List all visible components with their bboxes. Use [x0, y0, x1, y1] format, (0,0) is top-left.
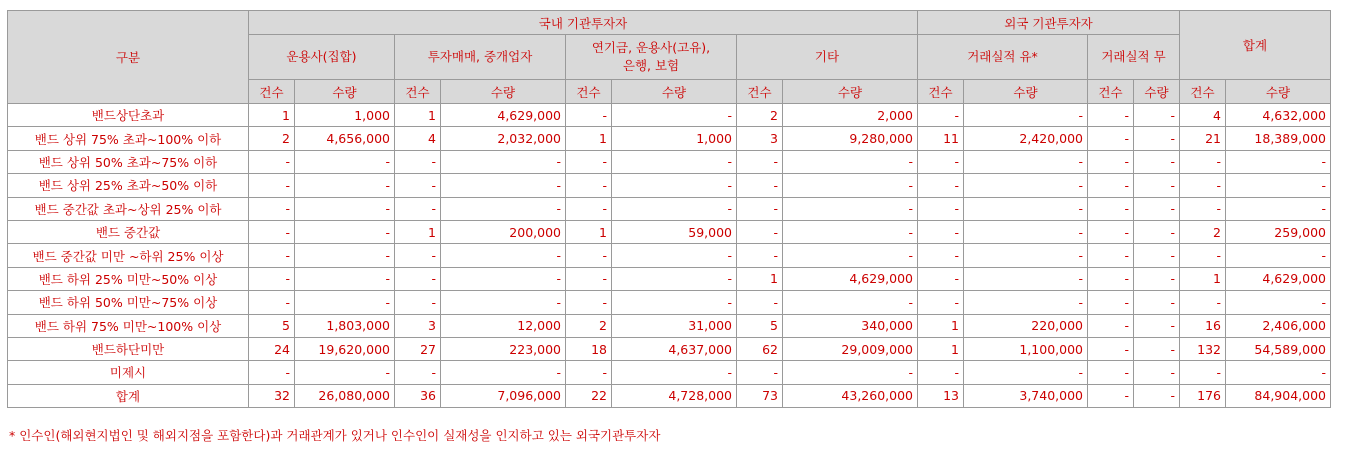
group-header-line: 거래실적 유*	[967, 49, 1038, 64]
quantity-cell: -	[1134, 384, 1180, 407]
count-cell: -	[249, 361, 295, 384]
quantity-cell: 29,009,000	[783, 337, 918, 360]
quantity-cell: -	[441, 174, 566, 197]
count-cell: -	[918, 197, 964, 220]
row-label: 밴드 하위 75% 미만~100% 이상	[8, 314, 249, 337]
quantity-cell: -	[1226, 291, 1331, 314]
count-cell: -	[395, 267, 441, 290]
count-cell: 2	[737, 104, 783, 127]
quantity-cell: -	[612, 104, 737, 127]
count-cell: 3	[395, 314, 441, 337]
category-header: 구분	[8, 11, 249, 104]
count-cell: -	[1088, 384, 1134, 407]
quantity-cell: -	[783, 174, 918, 197]
quantity-cell: -	[783, 220, 918, 243]
quantity-cell: -	[964, 104, 1088, 127]
count-cell: -	[1088, 174, 1134, 197]
count-cell: -	[249, 197, 295, 220]
count-cell: 1	[1180, 267, 1226, 290]
quantity-cell: -	[783, 291, 918, 314]
table-row	[8, 267, 1331, 290]
row-label: 밴드 중간값 미만 ~하위 25% 이상	[8, 244, 249, 267]
table-row	[8, 174, 1331, 197]
quantity-cell: 4,728,000	[612, 384, 737, 407]
count-cell: -	[566, 104, 612, 127]
quantity-cell: 2,406,000	[1226, 314, 1331, 337]
count-subheader: 건수	[1180, 80, 1226, 104]
quantity-cell: 26,080,000	[295, 384, 395, 407]
table-row	[8, 314, 1331, 337]
count-cell: -	[918, 267, 964, 290]
quantity-cell: -	[612, 197, 737, 220]
quantity-subheader: 수량	[441, 80, 566, 104]
quantity-subheader: 수량	[964, 80, 1088, 104]
count-cell: -	[918, 104, 964, 127]
quantity-cell: 1,000	[612, 127, 737, 150]
count-cell: -	[249, 174, 295, 197]
count-cell: -	[1180, 197, 1226, 220]
row-label: 미제시	[8, 361, 249, 384]
quantity-cell: 4,656,000	[295, 127, 395, 150]
quantity-cell: -	[1134, 104, 1180, 127]
quantity-cell: 340,000	[783, 314, 918, 337]
count-cell: -	[737, 220, 783, 243]
count-cell: 1	[918, 314, 964, 337]
quantity-cell: -	[295, 291, 395, 314]
quantity-cell: 1,803,000	[295, 314, 395, 337]
quantity-cell: -	[964, 220, 1088, 243]
quantity-cell: -	[964, 291, 1088, 314]
quantity-cell: 223,000	[441, 337, 566, 360]
quantity-cell: -	[964, 244, 1088, 267]
quantity-cell: -	[295, 244, 395, 267]
group-header-other	[737, 35, 918, 80]
quantity-cell: -	[1226, 361, 1331, 384]
count-cell: 36	[395, 384, 441, 407]
count-cell: 4	[395, 127, 441, 150]
quantity-cell: -	[295, 361, 395, 384]
count-cell: -	[395, 291, 441, 314]
count-cell: 1	[249, 104, 295, 127]
table-row	[8, 337, 1331, 360]
quantity-subheader: 수량	[612, 80, 737, 104]
quantity-cell: 59,000	[612, 220, 737, 243]
quantity-cell: 7,096,000	[441, 384, 566, 407]
allocation-table	[7, 10, 1331, 408]
quantity-cell: -	[612, 267, 737, 290]
count-cell: -	[1088, 267, 1134, 290]
count-cell: -	[566, 150, 612, 173]
quantity-cell: -	[612, 150, 737, 173]
table-row	[8, 150, 1331, 173]
count-subheader: 건수	[1088, 80, 1134, 104]
count-cell: -	[1088, 197, 1134, 220]
count-cell: -	[737, 244, 783, 267]
count-cell: -	[918, 220, 964, 243]
count-subheader: 건수	[918, 80, 964, 104]
count-cell: -	[566, 174, 612, 197]
count-cell: 1	[566, 127, 612, 150]
quantity-cell: 84,904,000	[1226, 384, 1331, 407]
quantity-cell: -	[1134, 244, 1180, 267]
count-cell: -	[249, 150, 295, 173]
count-cell: 2	[249, 127, 295, 150]
count-cell: -	[918, 174, 964, 197]
quantity-cell: 43,260,000	[783, 384, 918, 407]
count-cell: -	[1088, 361, 1134, 384]
quantity-cell: -	[295, 220, 395, 243]
footnote: * 인수인(해외현지법인 및 해외지점을 포함한다)과 거래관계가 있거나 인수인이 실재성을 인지하고 있는 외국기관투자자	[9, 428, 661, 443]
count-cell: -	[395, 244, 441, 267]
count-cell: -	[395, 174, 441, 197]
quantity-subheader: 수량	[295, 80, 395, 104]
quantity-cell: -	[1134, 337, 1180, 360]
group-header-investment-dealer	[395, 35, 566, 80]
count-cell: 1	[566, 220, 612, 243]
count-cell: 132	[1180, 337, 1226, 360]
header-row-1	[8, 11, 1331, 35]
quantity-cell: -	[1226, 174, 1331, 197]
count-cell: -	[918, 244, 964, 267]
count-cell: 5	[249, 314, 295, 337]
quantity-cell: -	[295, 174, 395, 197]
quantity-cell: -	[295, 150, 395, 173]
quantity-cell: 2,032,000	[441, 127, 566, 150]
count-cell: -	[249, 220, 295, 243]
count-cell: 2	[1180, 220, 1226, 243]
quantity-cell: -	[1134, 174, 1180, 197]
count-subheader: 건수	[249, 80, 295, 104]
quantity-cell: -	[1134, 267, 1180, 290]
quantity-cell: -	[441, 244, 566, 267]
row-label: 밴드 상위 50% 초과~75% 이하	[8, 150, 249, 173]
count-cell: -	[566, 267, 612, 290]
count-cell: -	[395, 197, 441, 220]
group-header-pension-bank-insurance	[566, 35, 737, 80]
count-cell: 11	[918, 127, 964, 150]
quantity-subheader: 수량	[783, 80, 918, 104]
quantity-cell: 220,000	[964, 314, 1088, 337]
group-header-line: 거래실적 무	[1101, 49, 1166, 64]
count-cell: -	[249, 267, 295, 290]
count-cell: -	[395, 150, 441, 173]
quantity-cell: -	[1134, 220, 1180, 243]
quantity-cell: -	[1134, 197, 1180, 220]
count-cell: -	[737, 174, 783, 197]
row-label: 밴드 하위 50% 미만~75% 이상	[8, 291, 249, 314]
table-row	[8, 104, 1331, 127]
quantity-cell: -	[783, 361, 918, 384]
quantity-cell: -	[612, 291, 737, 314]
table-row	[8, 291, 1331, 314]
quantity-cell: -	[1134, 150, 1180, 173]
count-cell: 24	[249, 337, 295, 360]
quantity-cell: -	[964, 361, 1088, 384]
quantity-cell: 4,629,000	[1226, 267, 1331, 290]
count-cell: -	[918, 150, 964, 173]
quantity-cell: 12,000	[441, 314, 566, 337]
table-row	[8, 244, 1331, 267]
quantity-cell: 19,620,000	[295, 337, 395, 360]
count-cell: -	[1180, 244, 1226, 267]
count-cell: 1	[918, 337, 964, 360]
count-cell: -	[1088, 220, 1134, 243]
quantity-cell: -	[295, 267, 395, 290]
count-cell: 2	[566, 314, 612, 337]
table-row	[8, 220, 1331, 243]
count-cell: -	[249, 244, 295, 267]
count-cell: 27	[395, 337, 441, 360]
quantity-cell: -	[783, 150, 918, 173]
quantity-cell: 4,637,000	[612, 337, 737, 360]
count-cell: -	[1180, 150, 1226, 173]
quantity-cell: 4,629,000	[441, 104, 566, 127]
group-header-line: 운용사(집합)	[286, 49, 357, 64]
table-row	[8, 127, 1331, 150]
count-cell: 22	[566, 384, 612, 407]
group-header-asset-mgmt-collective	[249, 35, 395, 80]
quantity-cell: 9,280,000	[783, 127, 918, 150]
quantity-cell: -	[441, 291, 566, 314]
quantity-cell: -	[783, 197, 918, 220]
quantity-cell: 200,000	[441, 220, 566, 243]
quantity-cell: -	[964, 174, 1088, 197]
quantity-cell: -	[1134, 291, 1180, 314]
count-subheader: 건수	[566, 80, 612, 104]
group-header-foreign-with-record	[918, 35, 1088, 80]
count-cell: -	[1088, 337, 1134, 360]
count-cell: -	[737, 291, 783, 314]
count-cell: 73	[737, 384, 783, 407]
allocation-table-wrapper	[7, 10, 1331, 408]
group-header-line: 연기금, 운용사(고유),	[591, 40, 711, 55]
foreign-investor-header: 외국 기관투자자	[918, 11, 1180, 35]
count-cell: -	[249, 291, 295, 314]
group-header-line: 기타	[814, 49, 840, 64]
table-body	[8, 104, 1331, 408]
quantity-cell: -	[441, 197, 566, 220]
row-label: 합계	[8, 384, 249, 407]
quantity-cell: 1,000	[295, 104, 395, 127]
quantity-cell: 4,629,000	[783, 267, 918, 290]
count-cell: 62	[737, 337, 783, 360]
group-header-line: 투자매매, 중개업자	[427, 49, 533, 64]
count-cell: -	[395, 361, 441, 384]
count-cell: 5	[737, 314, 783, 337]
count-cell: -	[1088, 150, 1134, 173]
row-label: 밴드 중간값	[8, 220, 249, 243]
table-row	[8, 384, 1331, 407]
quantity-cell: -	[1226, 197, 1331, 220]
domestic-investor-header: 국내 기관투자자	[249, 11, 918, 35]
quantity-cell: 1,100,000	[964, 337, 1088, 360]
quantity-cell: -	[1134, 127, 1180, 150]
count-cell: -	[1088, 127, 1134, 150]
count-cell: 1	[737, 267, 783, 290]
count-cell: 1	[395, 104, 441, 127]
quantity-cell: 2,000	[783, 104, 918, 127]
count-cell: -	[918, 291, 964, 314]
count-cell: -	[737, 150, 783, 173]
row-label: 밴드 중간값 초과~상위 25% 이하	[8, 197, 249, 220]
count-cell: 16	[1180, 314, 1226, 337]
table-row	[8, 361, 1331, 384]
total-header: 합계	[1180, 11, 1331, 80]
quantity-cell: -	[441, 150, 566, 173]
count-cell: 13	[918, 384, 964, 407]
count-cell: 21	[1180, 127, 1226, 150]
count-cell: -	[1088, 104, 1134, 127]
count-cell: -	[566, 197, 612, 220]
quantity-cell: -	[441, 361, 566, 384]
count-cell: -	[566, 361, 612, 384]
row-label: 밴드상단초과	[8, 104, 249, 127]
count-cell: 4	[1180, 104, 1226, 127]
count-cell: 18	[566, 337, 612, 360]
quantity-cell: -	[1134, 361, 1180, 384]
quantity-cell: 31,000	[612, 314, 737, 337]
count-subheader: 건수	[395, 80, 441, 104]
quantity-cell: -	[964, 197, 1088, 220]
count-cell: -	[1088, 291, 1134, 314]
count-cell: -	[566, 244, 612, 267]
row-label: 밴드 상위 75% 초과~100% 이하	[8, 127, 249, 150]
quantity-cell: 2,420,000	[964, 127, 1088, 150]
quantity-cell: -	[612, 361, 737, 384]
quantity-cell: -	[441, 267, 566, 290]
count-cell: -	[1180, 361, 1226, 384]
count-cell: 3	[737, 127, 783, 150]
quantity-cell: 3,740,000	[964, 384, 1088, 407]
quantity-cell: -	[295, 197, 395, 220]
quantity-cell: 259,000	[1226, 220, 1331, 243]
quantity-cell: -	[783, 244, 918, 267]
quantity-cell: -	[964, 267, 1088, 290]
count-cell: -	[1180, 291, 1226, 314]
group-header-line: 은행, 보험	[622, 58, 680, 73]
row-label: 밴드 상위 25% 초과~50% 이하	[8, 174, 249, 197]
row-label: 밴드 하위 25% 미만~50% 이상	[8, 267, 249, 290]
quantity-cell: 18,389,000	[1226, 127, 1331, 150]
count-cell: 176	[1180, 384, 1226, 407]
count-cell: 32	[249, 384, 295, 407]
quantity-cell: 54,589,000	[1226, 337, 1331, 360]
quantity-cell: -	[612, 244, 737, 267]
quantity-cell: 4,632,000	[1226, 104, 1331, 127]
quantity-cell: -	[1226, 244, 1331, 267]
count-cell: -	[1088, 244, 1134, 267]
quantity-subheader: 수량	[1134, 80, 1180, 104]
group-header-foreign-without-record	[1088, 35, 1180, 80]
quantity-subheader: 수량	[1226, 80, 1331, 104]
row-label: 밴드하단미만	[8, 337, 249, 360]
count-cell: -	[737, 197, 783, 220]
count-cell: 1	[395, 220, 441, 243]
quantity-cell: -	[964, 150, 1088, 173]
count-cell: -	[737, 361, 783, 384]
quantity-cell: -	[612, 174, 737, 197]
count-cell: -	[1180, 174, 1226, 197]
quantity-cell: -	[1134, 314, 1180, 337]
quantity-cell: -	[1226, 150, 1331, 173]
count-cell: -	[566, 291, 612, 314]
count-cell: -	[1088, 314, 1134, 337]
table-row	[8, 197, 1331, 220]
count-cell: -	[918, 361, 964, 384]
count-subheader: 건수	[737, 80, 783, 104]
